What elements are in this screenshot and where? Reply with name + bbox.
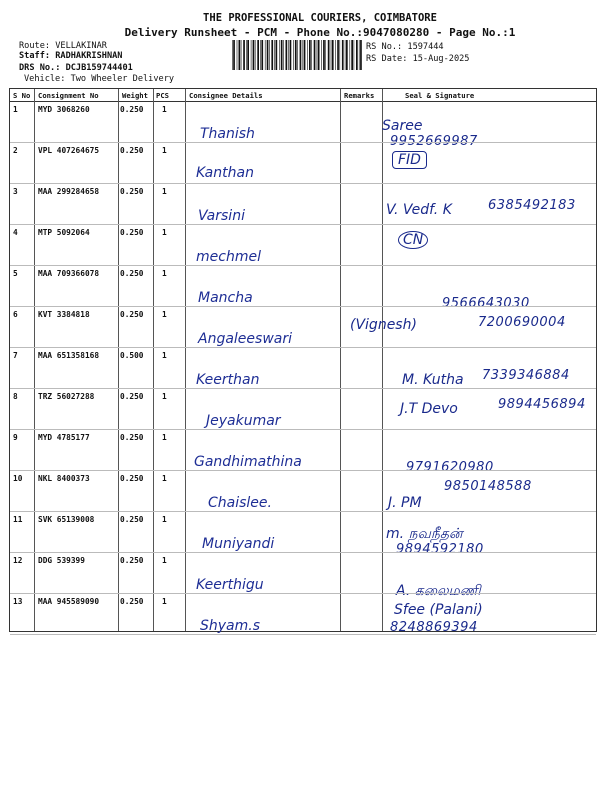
barcode-bar xyxy=(251,40,252,70)
row-consignment: DDG 539399 xyxy=(38,556,85,565)
barcode-bar xyxy=(309,40,311,70)
barcode-bar xyxy=(255,40,256,70)
row-sno: 9 xyxy=(13,433,18,442)
row-consignment: MAA 709366078 xyxy=(38,269,100,278)
row-sno: 12 xyxy=(13,556,23,565)
consignee-name: Muniyandi xyxy=(202,536,275,552)
row-weight: 0.250 xyxy=(120,187,144,196)
receiver-phone: 9791620980 xyxy=(406,460,494,475)
barcode-bar xyxy=(360,40,362,70)
table-row xyxy=(10,102,596,149)
barcode-bar xyxy=(346,40,348,70)
barcode-bar xyxy=(261,40,263,70)
row-sno: 6 xyxy=(13,310,18,319)
row-sno: 2 xyxy=(13,146,18,155)
table-row xyxy=(10,512,596,557)
barcode-bar xyxy=(281,40,283,70)
company-title: THE PROFESSIONAL COURIERS, COIMBATORE xyxy=(203,12,437,24)
staff-label: Staff: RADHAKRISHNAN xyxy=(19,51,123,61)
row-weight: 0.250 xyxy=(120,228,144,237)
row-pcs: 1 xyxy=(162,351,167,360)
row-pcs: 1 xyxy=(162,146,167,155)
receiver-phone: 9952669987 xyxy=(390,134,478,149)
consignee-name: Chaislee. xyxy=(208,495,272,511)
barcode-bar xyxy=(318,40,320,70)
barcode-bar xyxy=(350,40,351,70)
receiver-phone: 8248869394 xyxy=(390,620,478,635)
barcode-bar xyxy=(297,40,298,70)
route-label: Route: VELLAKINAR xyxy=(19,41,107,51)
col-sno: S No xyxy=(13,91,31,100)
signature: (Vignesh) xyxy=(350,317,417,333)
row-weight: 0.250 xyxy=(120,392,144,401)
barcode-bar xyxy=(260,40,261,70)
signature: Saree xyxy=(382,118,423,134)
row-consignment: MTP 5092064 xyxy=(38,228,90,237)
row-pcs: 1 xyxy=(162,474,167,483)
barcode-bar xyxy=(241,40,242,70)
col-seal: Seal & Signature xyxy=(405,91,475,100)
signature: J. PM xyxy=(388,495,422,511)
row-weight: 0.250 xyxy=(120,146,144,155)
row-consignment: VPL 407264675 xyxy=(38,146,100,155)
row-consignment: TRZ 56027288 xyxy=(38,392,95,401)
barcode-bar xyxy=(293,40,294,70)
col-remarks: Remarks xyxy=(344,91,375,100)
consignee-name: Shyam.s xyxy=(200,618,261,634)
barcode-bar xyxy=(274,40,275,70)
barcode-bar xyxy=(267,40,269,70)
table-row xyxy=(10,225,596,266)
row-weight: 0.250 xyxy=(120,105,144,114)
runsheet-title: Delivery Runsheet - PCM - Phone No.:9047080280 - Page No.:1 xyxy=(124,26,516,39)
barcode-bar xyxy=(323,40,325,70)
table-row xyxy=(10,307,596,348)
row-consignment: MYD 3068260 xyxy=(38,105,90,114)
drs-label: DRS No.: DCJB159744401 xyxy=(19,63,133,73)
barcode-bar xyxy=(303,40,304,70)
barcode-bar xyxy=(253,40,255,70)
barcode-bar xyxy=(237,40,238,70)
barcode-bar xyxy=(328,40,330,70)
barcode-bar xyxy=(243,40,245,70)
consignee-name: Angaleeswari xyxy=(198,331,293,347)
consignee-name: Keerthigu xyxy=(196,577,264,593)
table-row xyxy=(10,389,596,430)
signature: Sfee (Palani) xyxy=(394,602,483,618)
col-weight: Weight xyxy=(122,91,148,100)
barcode-bar xyxy=(300,40,302,70)
consignee-name: Varsini xyxy=(198,208,245,224)
barcode-bar xyxy=(269,40,270,70)
row-weight: 0.250 xyxy=(120,597,144,606)
barcode-bar xyxy=(311,40,312,70)
receiver-phone: 9894456894 xyxy=(498,397,586,412)
signature: FID xyxy=(392,151,427,169)
barcode-bar xyxy=(335,40,336,70)
row-sno: 5 xyxy=(13,269,18,278)
receiver-phone: 6385492183 xyxy=(488,198,576,213)
barcode-bar xyxy=(359,40,360,70)
row-weight: 0.250 xyxy=(120,269,144,278)
consignee-name: Jeyakumar xyxy=(206,413,281,429)
row-sno: 11 xyxy=(13,515,23,524)
barcode-bar xyxy=(351,40,353,70)
barcode-bar xyxy=(342,40,344,70)
barcode-bar xyxy=(232,40,233,70)
col-consignee: Consignee Details xyxy=(189,91,263,100)
row-consignment: NKL 8400373 xyxy=(38,474,90,483)
row-sno: 7 xyxy=(13,351,18,360)
vehicle-label: Vehicle: Two Wheeler Delivery xyxy=(24,74,175,84)
barcode-bar xyxy=(356,40,358,70)
barcode-bar xyxy=(337,40,339,70)
row-consignment: MAA 945589090 xyxy=(38,597,100,606)
row-weight: 0.250 xyxy=(120,433,144,442)
row-divider xyxy=(10,634,596,635)
row-sno: 4 xyxy=(13,228,18,237)
barcode-bar xyxy=(265,40,266,70)
rs-date: RS Date: 15-Aug-2025 xyxy=(366,54,470,64)
receiver-phone: 9850148588 xyxy=(444,479,532,494)
barcode-bar xyxy=(283,40,284,70)
row-pcs: 1 xyxy=(162,515,167,524)
consignee-name: Gandhimathina xyxy=(194,454,302,470)
row-pcs: 1 xyxy=(162,392,167,401)
table-row xyxy=(10,471,596,512)
row-pcs: 1 xyxy=(162,433,167,442)
runsheet-table xyxy=(9,88,597,635)
barcode-bar xyxy=(276,40,278,70)
barcode-bar xyxy=(317,40,318,70)
row-weight: 0.250 xyxy=(120,310,144,319)
barcode-bar xyxy=(233,40,235,70)
receiver-phone: 7339346884 xyxy=(482,368,570,383)
row-weight: 0.250 xyxy=(120,474,144,483)
row-consignment: MYD 4785177 xyxy=(38,433,90,442)
table-row xyxy=(10,430,596,475)
row-consignment: KVT 3384818 xyxy=(38,310,90,319)
row-sno: 13 xyxy=(13,597,23,606)
table-header xyxy=(10,89,596,102)
barcode-bar xyxy=(246,40,247,70)
row-weight: 0.250 xyxy=(120,515,144,524)
row-pcs: 1 xyxy=(162,597,167,606)
rs-number: RS No.: 1597444 xyxy=(366,42,444,52)
row-pcs: 1 xyxy=(162,228,167,237)
barcode-bar xyxy=(307,40,308,70)
row-pcs: 1 xyxy=(162,556,167,565)
barcode-bar xyxy=(290,40,292,70)
row-sno: 3 xyxy=(13,187,18,196)
signature: J.T Devo xyxy=(400,401,458,417)
table-row xyxy=(10,143,596,184)
table-row xyxy=(10,266,596,311)
barcode-bar xyxy=(325,40,326,70)
barcode-bar xyxy=(279,40,280,70)
table-row xyxy=(10,184,596,225)
row-weight: 0.500 xyxy=(120,351,144,360)
col-pcs: PCS xyxy=(156,91,169,100)
barcode-bar xyxy=(321,40,322,70)
row-sno: 10 xyxy=(13,474,23,483)
receiver-phone: 7200690004 xyxy=(478,315,566,330)
row-pcs: 1 xyxy=(162,187,167,196)
barcode-bar xyxy=(271,40,273,70)
barcode-bar xyxy=(295,40,297,70)
table-row xyxy=(10,348,596,389)
row-consignment: MAA 299284658 xyxy=(38,187,100,196)
receiver-phone: 9566643030 xyxy=(442,296,530,311)
barcode xyxy=(232,40,362,70)
signature: A. கலைமணி xyxy=(396,583,481,599)
consignee-name: Mancha xyxy=(198,290,253,306)
barcode-bar xyxy=(286,40,288,70)
barcode-bar xyxy=(257,40,259,70)
barcode-bar xyxy=(332,40,334,70)
row-consignment: SVK 65139008 xyxy=(38,515,95,524)
consignee-name: Thanish xyxy=(200,126,255,142)
barcode-bar xyxy=(340,40,341,70)
barcode-bar xyxy=(304,40,306,70)
receiver-phone: 9894592180 xyxy=(396,542,484,557)
row-sno: 8 xyxy=(13,392,18,401)
table-row xyxy=(10,594,596,635)
signature: CN xyxy=(398,231,428,249)
row-pcs: 1 xyxy=(162,269,167,278)
consignee-name: Kanthan xyxy=(196,165,254,181)
barcode-bar xyxy=(345,40,346,70)
signature: m. நவநீதன் xyxy=(386,526,463,542)
signature: V. Vedf. K xyxy=(386,202,452,218)
barcode-bar xyxy=(354,40,355,70)
row-sno: 1 xyxy=(13,105,18,114)
barcode-bar xyxy=(288,40,289,70)
row-weight: 0.250 xyxy=(120,556,144,565)
barcode-bar xyxy=(314,40,316,70)
row-pcs: 1 xyxy=(162,105,167,114)
consignee-name: mechmel xyxy=(196,249,261,265)
col-consignment: Consignment No xyxy=(38,91,99,100)
row-consignment: MAA 651358168 xyxy=(38,351,100,360)
consignee-name: Keerthan xyxy=(196,372,260,388)
barcode-bar xyxy=(239,40,241,70)
signature: M. Kutha xyxy=(402,372,464,388)
barcode-bar xyxy=(331,40,332,70)
barcode-bar xyxy=(247,40,249,70)
row-pcs: 1 xyxy=(162,310,167,319)
table-row xyxy=(10,553,596,599)
